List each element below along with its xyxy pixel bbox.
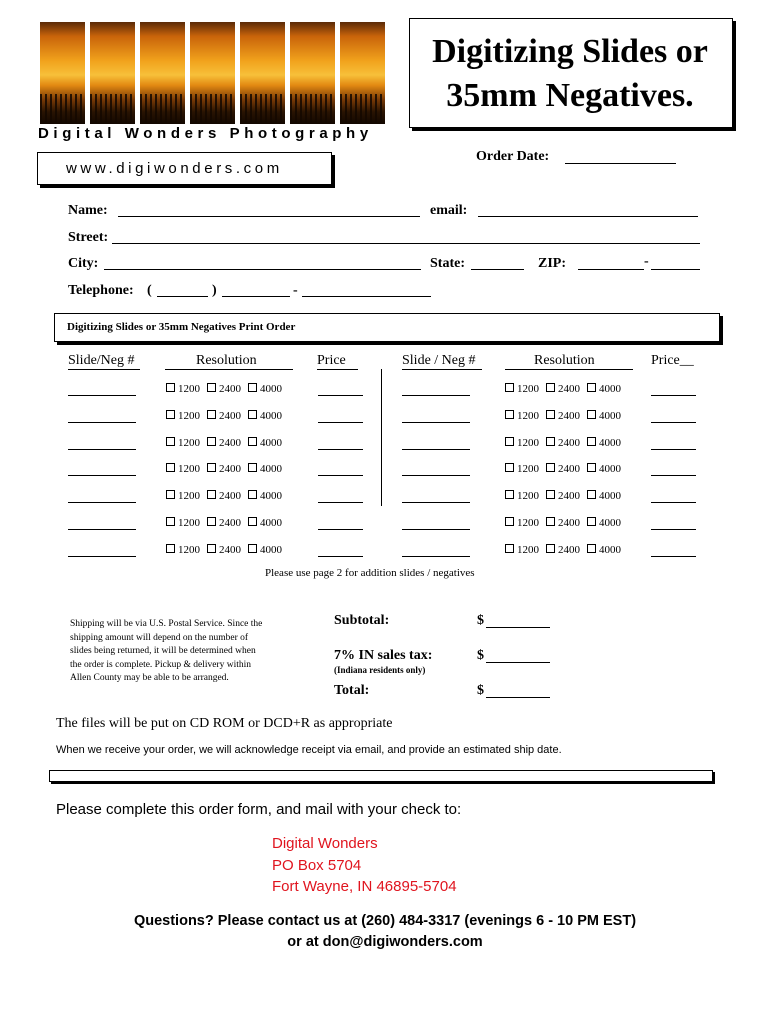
telephone-label: Telephone:	[68, 283, 134, 298]
resolution-checkbox-4000[interactable]	[587, 490, 621, 502]
header-underline	[68, 369, 140, 370]
checkbox-icon	[248, 490, 257, 499]
slide-number-field-right[interactable]	[402, 502, 470, 503]
resolution-option-label: 1200	[178, 490, 200, 502]
sunset-photo-4	[190, 22, 235, 124]
name-field[interactable]	[118, 216, 420, 217]
checkbox-icon	[546, 517, 555, 526]
shipping-note	[70, 618, 330, 686]
resolution-option-label: 4000	[260, 490, 282, 502]
slide-number-field-left[interactable]	[68, 449, 136, 450]
checkbox-icon	[207, 463, 216, 472]
checkbox-icon	[546, 410, 555, 419]
checkbox-icon	[248, 517, 257, 526]
tax-label: 7% IN sales tax:	[334, 648, 433, 663]
price-field-right[interactable]	[651, 529, 696, 530]
resolution-checkbox-1200[interactable]	[505, 490, 539, 502]
address-po-box: PO Box 5704	[272, 856, 362, 874]
email-field[interactable]	[478, 216, 698, 217]
resolution-option-label: 1200	[517, 517, 539, 529]
column-divider	[381, 369, 382, 506]
resolution-option-label: 2400	[219, 517, 241, 529]
checkbox-icon	[166, 437, 175, 446]
resolution-option-label: 2400	[558, 463, 580, 475]
street-label: Street:	[68, 230, 109, 245]
checkbox-icon	[248, 463, 257, 472]
resolution-checkbox-1200[interactable]	[166, 544, 200, 556]
zip-ext-field[interactable]	[651, 269, 700, 270]
resolution-checkbox-2400[interactable]	[546, 544, 580, 556]
price-field-left[interactable]	[318, 475, 363, 476]
resolution-checkbox-2400[interactable]	[207, 410, 241, 422]
checkbox-icon	[207, 544, 216, 553]
checkbox-icon	[166, 463, 175, 472]
checkbox-icon	[546, 463, 555, 472]
resolution-checkbox-4000[interactable]	[587, 410, 621, 422]
mail-instruction: Please complete this order form, and mail with your check to:	[56, 801, 462, 818]
checkbox-icon	[166, 517, 175, 526]
resolution-checkbox-4000[interactable]	[248, 463, 282, 475]
resolution-option-label: 1200	[517, 383, 539, 395]
checkbox-icon	[248, 410, 257, 419]
slide-number-field-left[interactable]	[68, 556, 136, 557]
resolution-option-label: 2400	[219, 437, 241, 449]
sunset-photo-7	[340, 22, 385, 124]
resolution-checkbox-2400[interactable]	[207, 463, 241, 475]
shipping-note-line: shipping amount will depend on the number of	[70, 632, 249, 643]
price-field-left[interactable]	[318, 529, 363, 530]
resolution-checkbox-4000[interactable]	[248, 490, 282, 502]
checkbox-icon	[587, 544, 596, 553]
header-underline	[165, 369, 293, 370]
checkbox-icon	[505, 383, 514, 392]
resolution-checkbox-2400[interactable]	[207, 437, 241, 449]
resolution-options-right	[505, 517, 628, 529]
resolution-checkbox-4000[interactable]	[587, 383, 621, 395]
slide-number-field-right[interactable]	[402, 475, 470, 476]
resolution-option-label: 1200	[517, 437, 539, 449]
resolution-checkbox-2400[interactable]	[546, 490, 580, 502]
price-field-right[interactable]	[651, 475, 696, 476]
resolution-checkbox-4000[interactable]	[587, 544, 621, 556]
resolution-checkbox-4000[interactable]	[587, 517, 621, 529]
shipping-note-line: Allen County may be able to be arranged.	[70, 673, 229, 684]
print-order-title: Digitizing Slides or 35mm Negatives Print Order	[67, 321, 296, 333]
checkbox-icon	[505, 410, 514, 419]
state-label: State:	[430, 256, 465, 271]
slide-number-field-right[interactable]	[402, 422, 470, 423]
resolution-option-label: 2400	[219, 463, 241, 475]
price-field-right[interactable]	[651, 422, 696, 423]
tel-line-field[interactable]	[302, 296, 431, 297]
checkbox-icon	[207, 410, 216, 419]
resolution-checkbox-1200[interactable]	[505, 410, 539, 422]
resolution-checkbox-4000[interactable]	[248, 517, 282, 529]
slide-number-field-left[interactable]	[68, 529, 136, 530]
resolution-checkbox-1200[interactable]	[505, 437, 539, 449]
resolution-options-right	[505, 383, 628, 395]
resolution-header-right: Resolution	[534, 353, 595, 368]
resolution-checkbox-4000[interactable]	[248, 437, 282, 449]
resolution-checkbox-4000[interactable]	[587, 463, 621, 475]
shipping-note-line: the order is complete. Pickup & delivery within	[70, 659, 251, 670]
resolution-options-right	[505, 544, 628, 556]
resolution-checkbox-1200[interactable]	[505, 463, 539, 475]
contact-info	[0, 911, 770, 953]
media-note: The files will be put on CD ROM or DCD+R as appropriate	[56, 716, 393, 731]
resolution-checkbox-2400[interactable]	[546, 383, 580, 395]
resolution-option-label: 4000	[599, 463, 621, 475]
divider-bar	[49, 770, 713, 782]
resolution-checkbox-2400[interactable]	[546, 410, 580, 422]
zip-label: ZIP:	[538, 256, 566, 271]
resolution-checkbox-1200[interactable]	[166, 383, 200, 395]
price-field-right[interactable]	[651, 556, 696, 557]
checkbox-icon	[207, 383, 216, 392]
sunset-photo-3	[140, 22, 185, 124]
resolution-option-label: 4000	[260, 410, 282, 422]
resolution-option-label: 1200	[178, 383, 200, 395]
checkbox-icon	[248, 544, 257, 553]
resolution-option-label: 2400	[558, 383, 580, 395]
resolution-option-label: 2400	[219, 410, 241, 422]
resolution-checkbox-2400[interactable]	[546, 463, 580, 475]
price-field-right[interactable]	[651, 502, 696, 503]
resolution-header-left: Resolution	[196, 353, 257, 368]
name-label: Name:	[68, 203, 108, 218]
checkbox-icon	[546, 544, 555, 553]
checkbox-icon	[587, 410, 596, 419]
checkbox-icon	[166, 544, 175, 553]
zip-dash: -	[644, 254, 649, 269]
resolution-checkbox-2400[interactable]	[207, 490, 241, 502]
acknowledge-note: When we receive your order, we will acknowledge receipt via email, and provide an estimated ship date.	[56, 744, 562, 756]
resolution-option-label: 4000	[599, 383, 621, 395]
resolution-checkbox-1200[interactable]	[166, 437, 200, 449]
resolution-options-left	[166, 410, 289, 422]
resolution-checkbox-4000[interactable]	[248, 410, 282, 422]
checkbox-icon	[546, 383, 555, 392]
resolution-option-label: 2400	[558, 410, 580, 422]
tel-open-paren: (	[147, 283, 152, 298]
checkbox-icon	[587, 437, 596, 446]
slide-neg-header-right: Slide / Neg #	[402, 353, 476, 368]
resolution-checkbox-2400[interactable]	[546, 437, 580, 449]
order-date-field[interactable]	[565, 163, 676, 164]
slide-number-field-left[interactable]	[68, 502, 136, 503]
price-field-left[interactable]	[318, 556, 363, 557]
street-field[interactable]	[112, 243, 700, 244]
checkbox-icon	[248, 383, 257, 392]
state-field[interactable]	[471, 269, 524, 270]
mailing-address	[272, 833, 457, 898]
address-company: Digital Wonders	[272, 835, 378, 852]
tax-currency: $	[477, 648, 484, 663]
resolution-option-label: 4000	[260, 437, 282, 449]
resolution-checkbox-4000[interactable]	[248, 383, 282, 395]
subtotal-field[interactable]	[486, 627, 550, 628]
checkbox-icon	[207, 517, 216, 526]
price-field-left[interactable]	[318, 422, 363, 423]
checkbox-icon	[587, 383, 596, 392]
resolution-option-label: 1200	[517, 463, 539, 475]
slide-number-field-left[interactable]	[68, 395, 136, 396]
subtotal-label: Subtotal:	[334, 613, 390, 628]
resolution-option-label: 1200	[178, 437, 200, 449]
subtotal-currency: $	[477, 613, 484, 628]
checkbox-icon	[248, 437, 257, 446]
resolution-option-label: 2400	[219, 490, 241, 502]
resolution-option-label: 2400	[219, 383, 241, 395]
resolution-option-label: 1200	[178, 410, 200, 422]
slide-number-field-right[interactable]	[402, 529, 470, 530]
total-label: Total:	[334, 683, 370, 698]
resolution-option-label: 1200	[178, 517, 200, 529]
resolution-options-left	[166, 463, 289, 475]
zip-field[interactable]	[578, 269, 644, 270]
contact-email[interactable]: or at don@digiwonders.com	[287, 934, 483, 950]
header-underline	[317, 369, 358, 370]
resolution-option-label: 4000	[260, 544, 282, 556]
tel-dash: -	[293, 283, 298, 298]
slide-number-field-right[interactable]	[402, 395, 470, 396]
shipping-note-line: Shipping will be via U.S. Postal Service. Since the	[70, 619, 263, 629]
resolution-checkbox-1200[interactable]	[505, 383, 539, 395]
resolution-option-label: 4000	[599, 544, 621, 556]
title-line-1: Digitizing Slides or	[432, 33, 708, 70]
resolution-option-label: 4000	[260, 517, 282, 529]
resolution-options-right	[505, 410, 628, 422]
checkbox-icon	[505, 544, 514, 553]
total-field[interactable]	[486, 697, 550, 698]
resolution-option-label: 2400	[558, 490, 580, 502]
contact-phone: Questions? Please contact us at (260) 484-3317 (evenings 6 - 10 PM EST)	[133, 913, 637, 929]
total-currency: $	[477, 683, 484, 698]
order-date-label: Order Date:	[476, 149, 550, 164]
resolution-option-label: 1200	[517, 410, 539, 422]
checkbox-icon	[587, 463, 596, 472]
resolution-options-right	[505, 490, 628, 502]
checkbox-icon	[207, 437, 216, 446]
resolution-options-left	[166, 437, 289, 449]
slide-neg-header-left: Slide/Neg #	[68, 353, 135, 368]
sunset-photo-5	[240, 22, 285, 124]
slide-number-field-left[interactable]	[68, 422, 136, 423]
resolution-checkbox-1200[interactable]	[166, 517, 200, 529]
checkbox-icon	[166, 490, 175, 499]
sunset-photo-6	[290, 22, 335, 124]
resolution-options-right	[505, 437, 628, 449]
address-city: Fort Wayne, IN 46895-5704	[272, 878, 457, 895]
slide-number-field-right[interactable]	[402, 556, 470, 557]
shipping-note-line: slides being returned, it will be determined when	[70, 646, 256, 657]
resolution-checkbox-1200[interactable]	[166, 490, 200, 502]
resolution-checkbox-4000[interactable]	[248, 544, 282, 556]
resolution-checkbox-4000[interactable]	[587, 437, 621, 449]
price-header-left: Price	[317, 353, 346, 368]
tel-close-paren: )	[212, 283, 217, 298]
city-field[interactable]	[104, 269, 421, 270]
resolution-checkbox-1200[interactable]	[166, 463, 200, 475]
page-2-note: Please use page 2 for addition slides / negatives	[265, 567, 475, 579]
website-url[interactable]: www.digiwonders.com	[66, 160, 283, 177]
resolution-options-left	[166, 544, 289, 556]
brand-name: Digital Wonders Photography	[38, 125, 373, 142]
checkbox-icon	[505, 517, 514, 526]
resolution-options-right	[505, 463, 628, 475]
resolution-option-label: 4000	[599, 490, 621, 502]
checkbox-icon	[546, 490, 555, 499]
resolution-option-label: 2400	[219, 544, 241, 556]
resolution-option-label: 4000	[599, 437, 621, 449]
resolution-option-label: 1200	[517, 544, 539, 556]
city-label: City:	[68, 256, 99, 271]
resolution-checkbox-1200[interactable]	[505, 517, 539, 529]
resolution-option-label: 1200	[517, 490, 539, 502]
price-field-left[interactable]	[318, 449, 363, 450]
checkbox-icon	[505, 490, 514, 499]
resolution-option-label: 4000	[260, 383, 282, 395]
resolution-option-label: 2400	[558, 437, 580, 449]
resolution-option-label: 1200	[178, 544, 200, 556]
checkbox-icon	[546, 437, 555, 446]
resolution-option-label: 4000	[599, 517, 621, 529]
resolution-options-left	[166, 490, 289, 502]
resolution-option-label: 4000	[599, 410, 621, 422]
resolution-option-label: 2400	[558, 517, 580, 529]
email-label: email:	[430, 203, 468, 218]
resolution-checkbox-2400[interactable]	[207, 544, 241, 556]
resolution-checkbox-2400[interactable]	[546, 517, 580, 529]
resolution-checkbox-2400[interactable]	[207, 517, 241, 529]
checkbox-icon	[166, 410, 175, 419]
header-underline	[402, 369, 482, 370]
resolution-checkbox-2400[interactable]	[207, 383, 241, 395]
resolution-checkbox-1200[interactable]	[166, 410, 200, 422]
title-line-2: 35mm Negatives.	[446, 77, 694, 114]
slide-number-field-right[interactable]	[402, 449, 470, 450]
resolution-options-left	[166, 383, 289, 395]
price-field-left[interactable]	[318, 502, 363, 503]
price-header-right: Price__	[651, 353, 694, 368]
sunset-photo-2	[90, 22, 135, 124]
checkbox-icon	[166, 383, 175, 392]
checkbox-icon	[505, 463, 514, 472]
checkbox-icon	[587, 517, 596, 526]
slide-number-field-left[interactable]	[68, 475, 136, 476]
tel-area-field[interactable]	[157, 296, 208, 297]
checkbox-icon	[587, 490, 596, 499]
tax-note: (Indiana residents only)	[334, 665, 426, 675]
sunset-photo-1	[40, 22, 85, 124]
tel-prefix-field[interactable]	[222, 296, 290, 297]
tax-field[interactable]	[486, 662, 550, 663]
price-field-right[interactable]	[651, 395, 696, 396]
resolution-option-label: 2400	[558, 544, 580, 556]
resolution-option-label: 4000	[260, 463, 282, 475]
checkbox-icon	[207, 490, 216, 499]
price-field-left[interactable]	[318, 395, 363, 396]
resolution-options-left	[166, 517, 289, 529]
price-field-right[interactable]	[651, 449, 696, 450]
resolution-option-label: 1200	[178, 463, 200, 475]
checkbox-icon	[505, 437, 514, 446]
page-title	[409, 30, 731, 118]
header-underline	[505, 369, 633, 370]
resolution-checkbox-1200[interactable]	[505, 544, 539, 556]
